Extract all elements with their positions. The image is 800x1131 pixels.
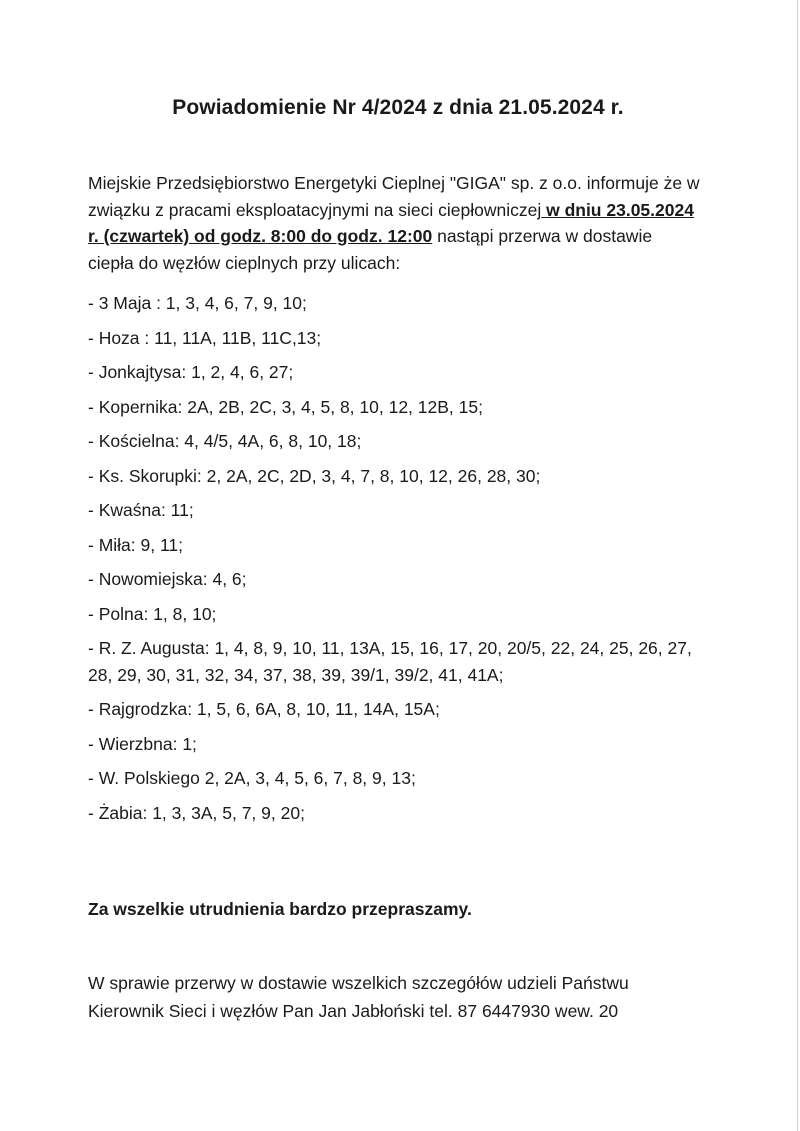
street-item: - 3 Maja : 1, 3, 4, 6, 7, 9, 10; — [88, 293, 307, 313]
street-item: - Miła: 9, 11; — [88, 534, 183, 555]
street-item: - Kopernika: 2A, 2B, 2C, 3, 4, 5, 8, 10, 12, 12B, 15; — [88, 396, 483, 417]
document-title: Powiadomienie Nr 4/2024 z dnia 21.05.2024 r. — [172, 96, 624, 119]
contact-paragraph: W sprawie przerwy w dostawie wszelkich szczegółów udzieli Państwu Kierownik Sieci i węzłów Pan Jan Jabłoński tel. 87 6447930 wew. 20 — [88, 973, 629, 1021]
street-list — [88, 290, 700, 834]
apology-statement: Za wszelkie utrudnienia bardzo przepraszamy. — [88, 899, 472, 919]
street-item: - Rajgrodzka: 1, 5, 6, 6A, 8, 10, 11, 14A, 15A; — [88, 699, 440, 719]
street-item: - Wierzbna: 1; — [88, 733, 197, 754]
street-item: - Hoza : 11, 11A, 11B, 11C,13; — [88, 327, 322, 348]
street-item: - W. Polskiego 2, 2A, 3, 4, 5, 6, 7, 8, 9, 13; — [88, 768, 416, 788]
street-item: - Żabia: 1, 3, 3A, 5, 7, 9, 20; — [88, 802, 305, 823]
street-item: - Jonkajtysa: 1, 2, 4, 6, 27; — [88, 362, 294, 382]
intro-paragraph — [88, 170, 700, 276]
scan-edge-line — [797, 0, 798, 1131]
intro-text-start: Miejskie Przedsiębiorstwo Energetyki Cieplnej "GIGA" sp. z o.o. informuje że w związku z pracami eksploatacyjnymi na sieci ciepłowniczej — [88, 173, 700, 220]
street-item: - Kwaśna: 11; — [88, 500, 194, 520]
street-item: - R. Z. Augusta: 1, 4, 8, 9, 10, 11, 13A, 15, 16, 17, 20, 20/5, 22, 24, 25, 26, 27, 28, 29, 30, 31, 32, 34, 37, 38, 39, 39/1, 39/2, 41, 41A; — [88, 638, 692, 685]
street-item: - Ks. Skorupki: 2, 2A, 2C, 2D, 3, 4, 7, 8, 10, 12, 26, 28, 30; — [88, 465, 541, 486]
street-item: - Polna: 1, 8, 10; — [88, 603, 217, 624]
street-item: - Nowomiejska: 4, 6; — [88, 569, 247, 589]
intro-text-end: nastąpi przerwa w dostawie ciepła do węzłów cieplnych przy ulicach: — [88, 226, 653, 273]
street-item: - Kościelna: 4, 4/5, 4A, 6, 8, 10, 18; — [88, 431, 362, 451]
intro-date-time-bold: w dniu 23.05.2024 r. (czwartek) od godz. 8:00 do godz. 12:00 — [88, 199, 694, 246]
